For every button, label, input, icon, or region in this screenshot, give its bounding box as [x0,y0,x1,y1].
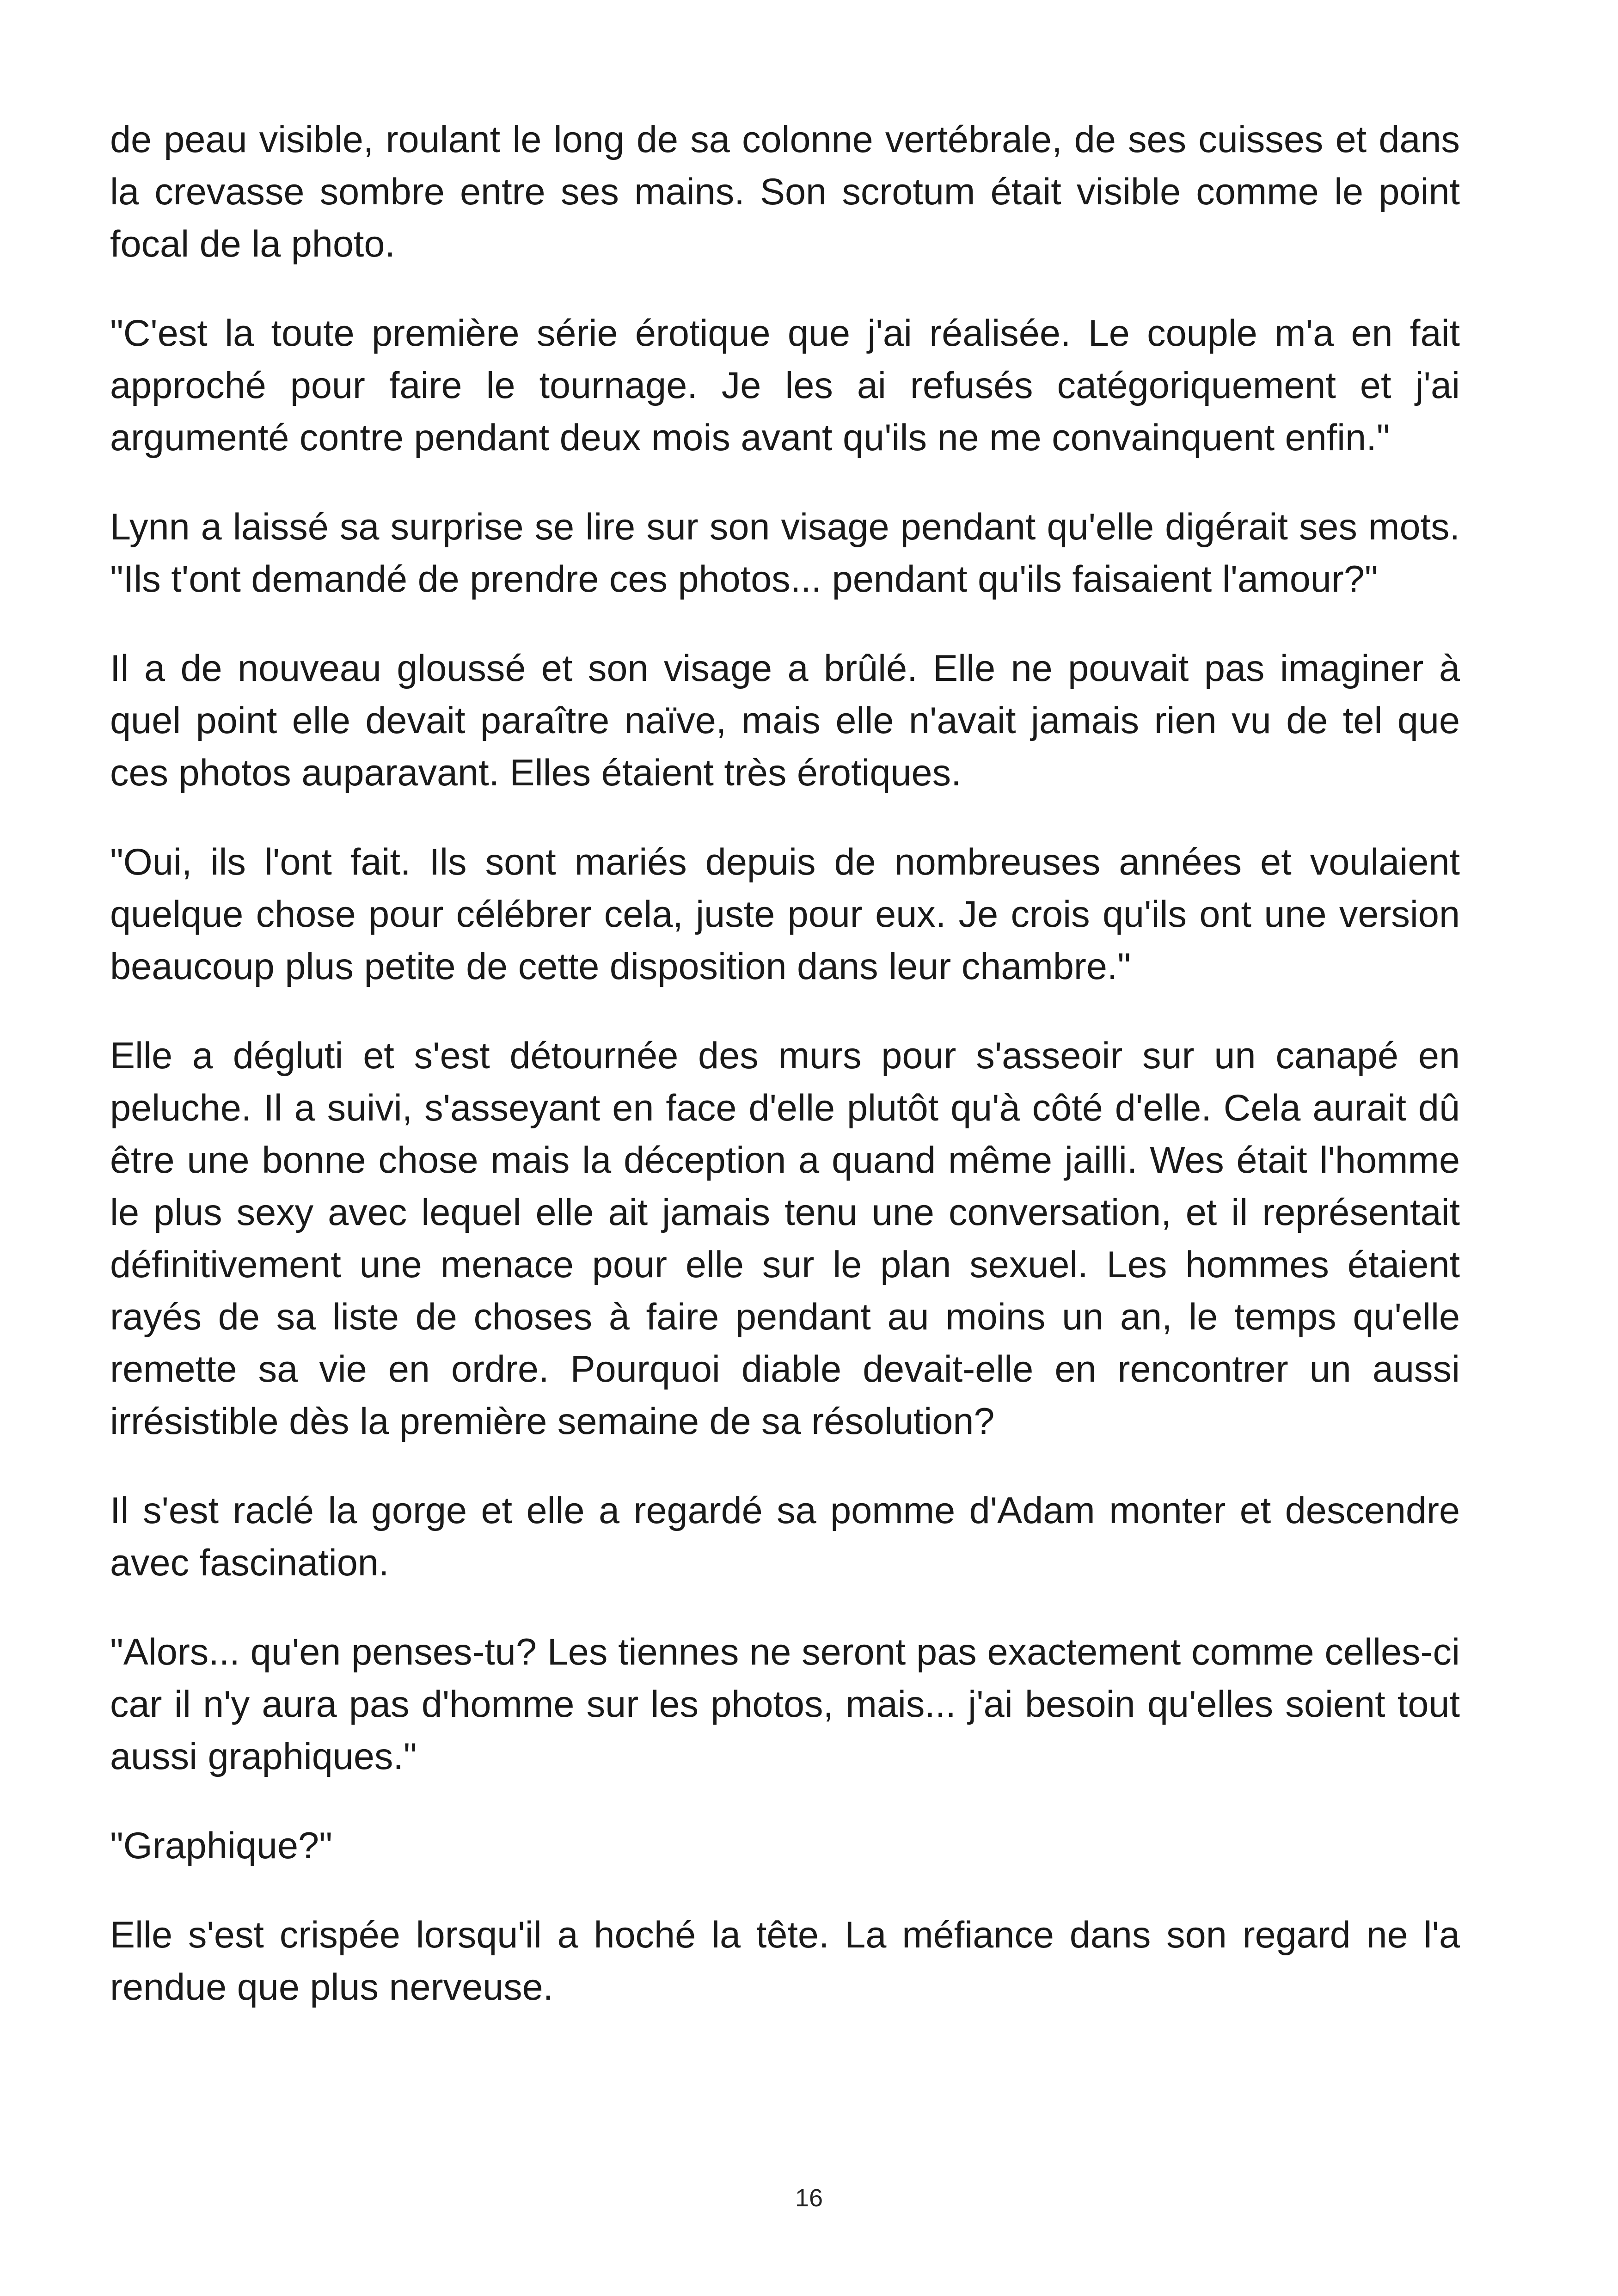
paragraph-9: "Graphique?" [110,1825,332,1867]
paragraph-6: Elle a dégluti et s'est détournée des murs pour s'asseoir sur un canapé en peluche. Il a suivi, s'asseyant en face d'elle plutôt qu'à côté d'elle. Cela aurait dû être une bonne chose mais la déception a quand même jailli. Wes était l'homme le plus sexy avec lequel elle ait jamais tenu une conversation, et il représentait définitivement une menace pour elle sur le plan sexuel. Les hommes étaient rayés de sa liste de choses à faire pendant au moins un an, le temps qu'elle remette sa vie en ordre. Pourquoi diable devait-elle en rencontrer un aussi irrésistible dès la première semaine de sa résolution? [110,1035,1460,1442]
paragraph-2: "C'est la toute première série érotique que j'ai réalisée. Le couple m'a en fait approché pour faire le tournage. Je les ai refusés catégoriquement et j'ai argumenté contre pendant deux mois avant qu'ils ne me convainquent enfin." [110,312,1460,459]
paragraph-1: de peau visible, roulant le long de sa colonne vertébrale, de ses cuisses et dans la crevasse sombre entre ses mains. Son scrotum était visible comme le point focal de la photo. [110,119,1460,265]
paragraph-4: Il a de nouveau gloussé et son visage a brûlé. Elle ne pouvait pas imaginer à quel point elle devait paraître naïve, mais elle n'avait jamais rien vu de tel que ces photos auparavant. Elles étaient très érotiques. [110,648,1460,794]
body-text [110,114,1460,2051]
paragraph-8: "Alors... qu'en penses-tu? Les tiennes ne seront pas exactement comme celles-ci car il n'y aura pas d'homme sur les photos, mais... j'ai besoin qu'elles soient tout aussi graphiques." [110,1631,1460,1777]
paragraph-10: Elle s'est crispée lorsqu'il a hoché la tête. La méfiance dans son regard ne l'a rendue que plus nerveuse. [110,1914,1460,2008]
paragraph-5: "Oui, ils l'ont fait. Ils sont mariés depuis de nombreuses années et voulaient quelque chose pour célébrer cela, juste pour eux. Je crois qu'ils ont une version beaucoup plus petite de cette disposition dans leur chambre." [110,841,1460,987]
paragraph-7: Il s'est raclé la gorge et elle a regardé sa pomme d'Adam monter et descendre avec fascination. [110,1490,1460,1584]
page-number: 16 [795,2184,823,2212]
paragraph-3: Lynn a laissé sa surprise se lire sur son visage pendant qu'elle digérait ses mots. "Ils t'ont demandé de prendre ces photos... pendant qu'ils faisaient l'amour?" [110,506,1460,600]
